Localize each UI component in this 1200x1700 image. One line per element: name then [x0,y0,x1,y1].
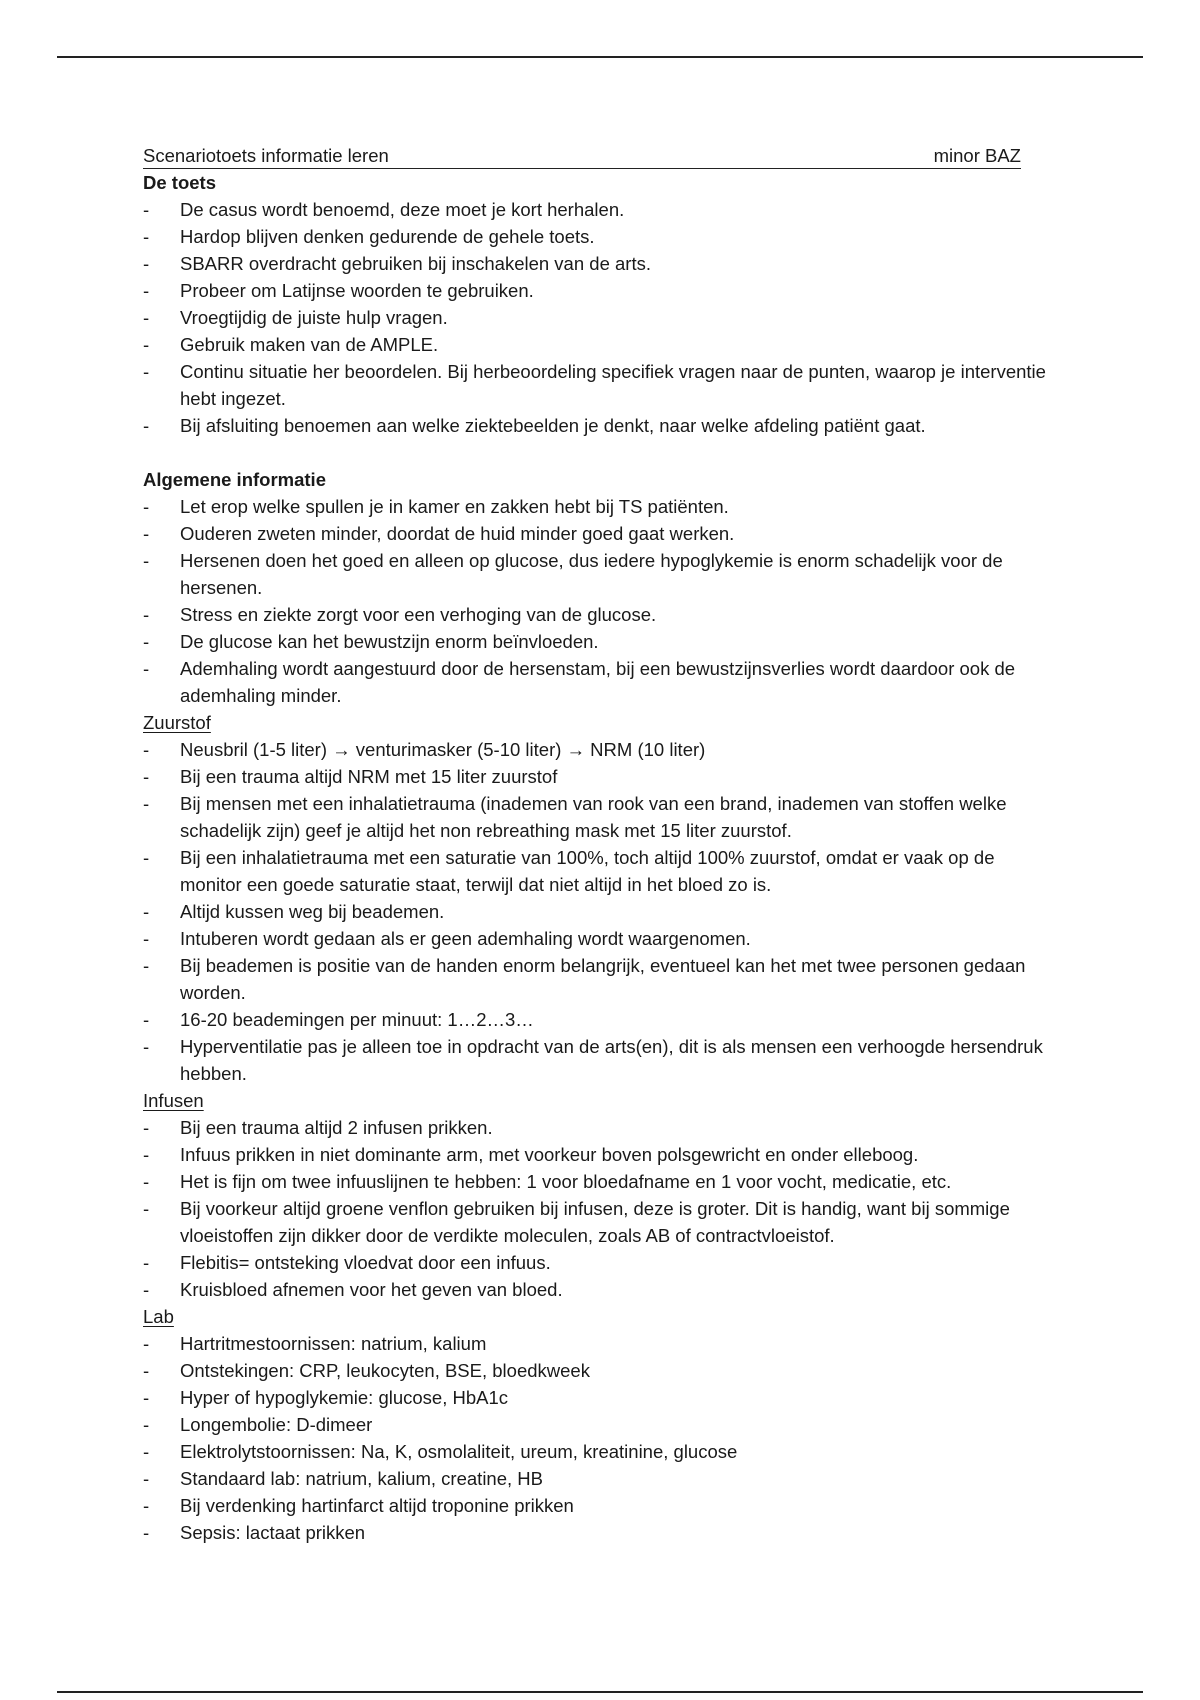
bullet-list-infusen [143,1114,1053,1303]
list-item [143,223,1053,250]
list-item-text: Ontstekingen: CRP, leukocyten, BSE, bloedkweek [180,1360,590,1381]
list-item [143,331,1053,358]
list-item [143,1249,1053,1276]
list-item-text: Bij voorkeur altijd groene venflon gebruiken bij infusen, deze is groter. Dit is handig, want bij sommige vloeistoffen zijn dikker door de verdikte moleculen, zoals AB of contractvloeistof. [180,1198,1010,1246]
list-item [143,1114,1053,1141]
list-item-text: Continu situatie her beoordelen. Bij herbeoordeling specifiek vragen naar de punten, waarop je interventie hebt ingezet. [180,361,1046,409]
section-title-de-toets: De toets [143,172,216,193]
list-item-text: Het is fijn om twee infuuslijnen te hebben: 1 voor bloedafname en 1 voor vocht, medicatie, etc. [180,1171,952,1192]
list-item-text: Intuberen wordt gedaan als er geen ademhaling wordt waargenomen. [180,928,751,949]
bullet-dash: - [143,604,150,625]
list-item-text: Longembolie: D-dimeer [180,1414,373,1435]
bullet-list-zuurstof [143,736,1053,1087]
document-body [143,143,1053,1546]
list-item [143,844,1053,898]
list-item [143,493,1053,520]
section-title-algemene-informatie: Algemene informatie [143,469,326,490]
list-item [143,547,1053,601]
list-item-text: Bij een inhalatietrauma met een saturatie van 100%, toch altijd 100% zuurstof, omdat er vaak op de monitor een goede saturatie staat, terwijl dat niet altijd in het bloed zo is. [180,847,995,895]
list-item [143,1330,1053,1357]
list-item-text: Bij een trauma altijd NRM met 15 liter zuurstof [180,766,558,787]
bullet-list-algemene-informatie [143,493,1053,709]
list-item-text: Gebruik maken van de AMPLE. [180,334,439,355]
list-item [143,1276,1053,1303]
bullet-dash: - [143,1279,150,1300]
list-item-text: Hyper of hypoglykemie: glucose, HbA1c [180,1387,509,1408]
bullet-dash: - [143,1387,150,1408]
list-item-text: Hardop blijven denken gedurende de gehele toets. [180,226,595,247]
list-item-text: Probeer om Latijnse woorden te gebruiken. [180,280,534,301]
list-item [143,601,1053,628]
bullet-dash: - [143,1468,150,1489]
bullet-dash: - [143,550,150,571]
list-item-text: 16-20 beademingen per minuut: 1…2…3… [180,1009,534,1030]
list-item-text: Bij verdenking hartinfarct altijd troponine prikken [180,1495,574,1516]
bullet-dash: - [143,793,150,814]
header-course: minor BAZ [933,145,1021,166]
list-item-text: Sepsis: lactaat prikken [180,1522,366,1543]
list-item-text: Flebitis= ontsteking vloedvat door een infuus. [180,1252,551,1273]
bullet-dash: - [143,739,150,760]
bullet-dash: - [143,1333,150,1354]
bullet-dash: - [143,280,150,301]
bullet-dash: - [143,1198,150,1219]
list-item-text: Bij beademen is positie van de handen enorm belangrijk, eventueel kan het met twee personen gedaan worden. [180,955,1026,1003]
page-top-rule [57,56,1143,58]
list-item-text: Kruisbloed afnemen voor het geven van bloed. [180,1279,563,1300]
list-item [143,1492,1053,1519]
header-title: Scenariotoets informatie leren [143,145,389,166]
list-item-text: Altijd kussen weg bij beademen. [180,901,445,922]
list-item-text: Infuus prikken in niet dominante arm, met voorkeur boven polsgewricht en onder elleboog. [180,1144,919,1165]
bullet-dash: - [143,199,150,220]
bullet-dash: - [143,523,150,544]
list-item [143,304,1053,331]
list-item [143,1438,1053,1465]
list-item-text: Vroegtijdig de juiste hulp vragen. [180,307,448,328]
bullet-dash: - [143,955,150,976]
bullet-dash: - [143,1522,150,1543]
bullet-list-lab [143,1330,1053,1546]
bullet-dash: - [143,226,150,247]
list-item-text: Stress en ziekte zorgt voor een verhoging van de glucose. [180,604,657,625]
list-item [143,628,1053,655]
list-item [143,1465,1053,1492]
bullet-dash: - [143,334,150,355]
bullet-list-de-toets [143,196,1053,439]
bullet-dash: - [143,1414,150,1435]
list-item-text: Hersenen doen het goed en alleen op glucose, dus iedere hypoglykemie is enorm schadelijk voor de hersenen. [180,550,1003,598]
list-item-text: Elektrolytstoornissen: Na, K, osmolaliteit, ureum, kreatinine, glucose [180,1441,738,1462]
list-item [143,1357,1053,1384]
bullet-dash: - [143,1117,150,1138]
bullet-dash: - [143,361,150,382]
bullet-dash: - [143,847,150,868]
list-item [143,763,1053,790]
bullet-dash: - [143,415,150,436]
list-item [143,1033,1053,1087]
list-item [143,736,1053,763]
list-item [143,1141,1053,1168]
list-item-text: SBARR overdracht gebruiken bij inschakelen van de arts. [180,253,651,274]
list-item [143,952,1053,1006]
bullet-dash: - [143,631,150,652]
list-item-text: Neusbril (1-5 liter) → venturimasker (5-10 liter) → NRM (10 liter) [180,739,706,760]
list-item-text: De glucose kan het bewustzijn enorm beïnvloeden. [180,631,599,652]
list-item [143,196,1053,223]
bullet-dash: - [143,658,150,679]
list-item [143,358,1053,412]
bullet-dash: - [143,253,150,274]
list-item [143,1006,1053,1033]
list-item-text: Bij mensen met een inhalatietrauma (inademen van rook van een brand, inademen van stoffen welke schadelijk zijn) geef je altijd het non rebreathing mask met 15 liter zuurstof. [180,793,1007,841]
list-item-text: Standaard lab: natrium, kalium, creatine, HB [180,1468,543,1489]
list-item [143,1411,1053,1438]
bullet-dash: - [143,307,150,328]
list-item [143,790,1053,844]
subsection-title-lab: Lab [143,1306,174,1327]
list-item [143,925,1053,952]
bullet-dash: - [143,928,150,949]
bullet-dash: - [143,1441,150,1462]
list-item [143,1195,1053,1249]
list-item [143,898,1053,925]
bullet-dash: - [143,1360,150,1381]
bullet-dash: - [143,901,150,922]
subsection-title-zuurstof: Zuurstof [143,712,211,733]
list-item-text: Let erop welke spullen je in kamer en zakken hebt bij TS patiënten. [180,496,729,517]
list-item-text: Bij afsluiting benoemen aan welke ziektebeelden je denkt, naar welke afdeling patiënt gaat. [180,415,926,436]
list-item-text: Hartritmestoornissen: natrium, kalium [180,1333,487,1354]
subsection-title-infusen: Infusen [143,1090,204,1111]
list-item [143,520,1053,547]
list-item-text: Ademhaling wordt aangestuurd door de hersenstam, bij een bewustzijnsverlies wordt daardoor ook de ademhaling minder. [180,658,1016,706]
list-item [143,250,1053,277]
bullet-dash: - [143,496,150,517]
bullet-dash: - [143,1495,150,1516]
list-item-text: De casus wordt benoemd, deze moet je kort herhalen. [180,199,625,220]
bullet-dash: - [143,1036,150,1057]
list-item-text: Ouderen zweten minder, doordat de huid minder goed gaat werken. [180,523,735,544]
page-bottom-rule [57,1691,1143,1693]
bullet-dash: - [143,1171,150,1192]
bullet-dash: - [143,1009,150,1030]
bullet-dash: - [143,1144,150,1165]
bullet-dash: - [143,766,150,787]
document-header [143,143,1021,169]
list-item [143,412,1053,439]
list-item [143,277,1053,304]
list-item [143,1168,1053,1195]
list-item-text: Hyperventilatie pas je alleen toe in opdracht van de arts(en), dit is als mensen een verhoogde hersendruk hebben. [180,1036,1043,1084]
bullet-dash: - [143,1252,150,1273]
list-item [143,655,1053,709]
list-item [143,1519,1053,1546]
list-item [143,1384,1053,1411]
list-item-text: Bij een trauma altijd 2 infusen prikken. [180,1117,493,1138]
